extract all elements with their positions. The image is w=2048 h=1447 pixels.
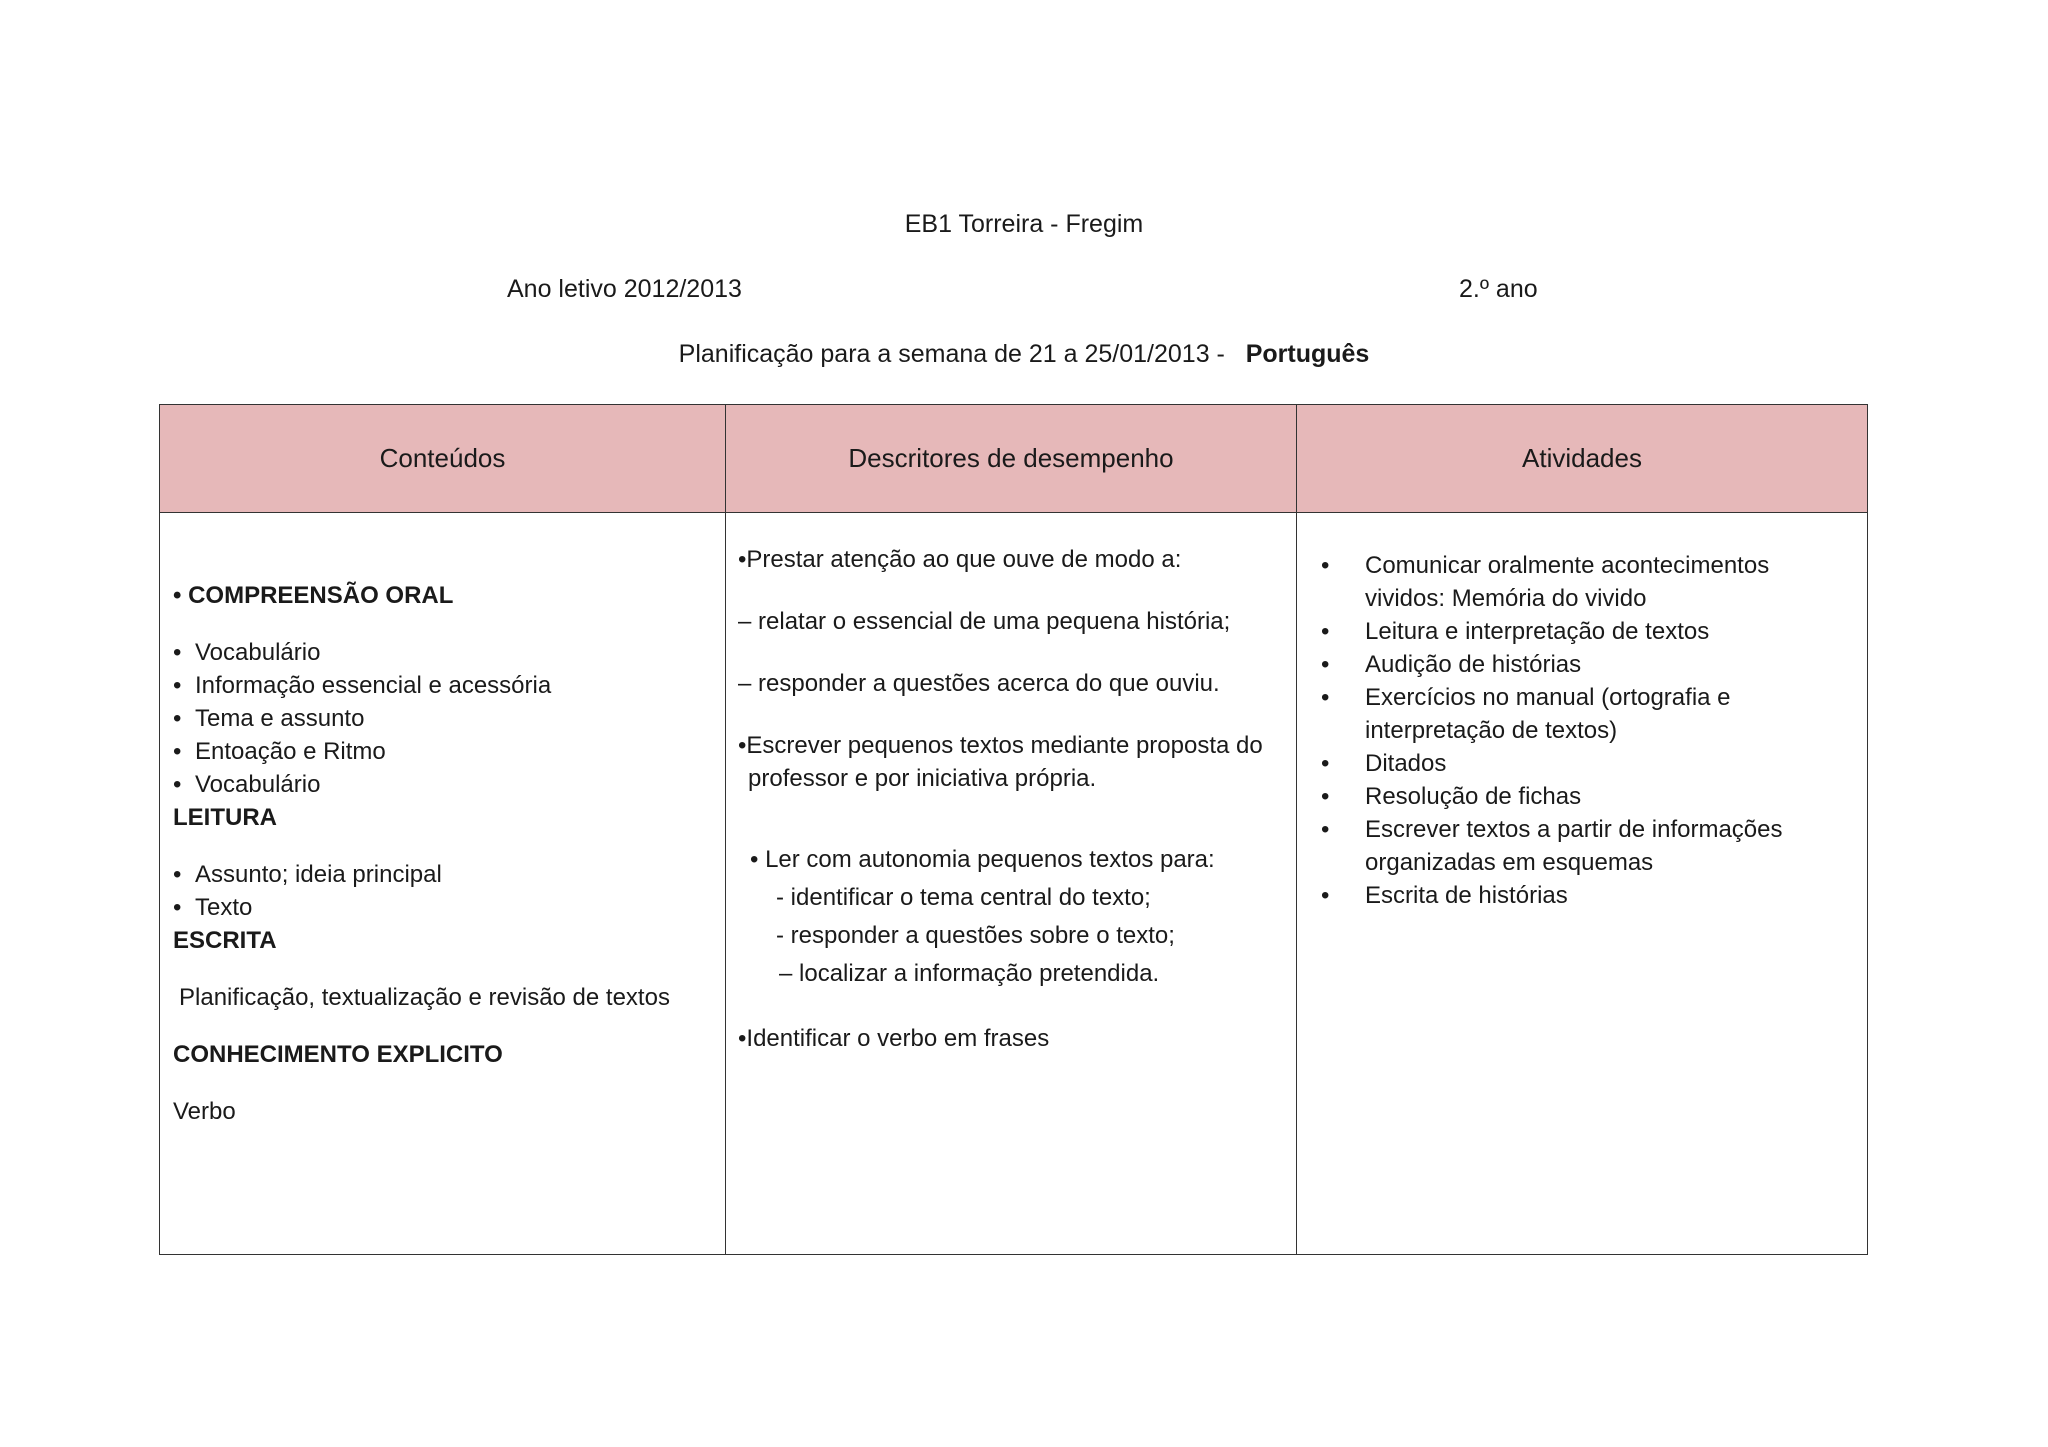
section-leitura: LEITURA (173, 804, 277, 831)
table-body-row (160, 513, 1868, 1255)
section-conhecimento-explicito: CONHECIMENTO EXPLICITO (173, 1041, 503, 1068)
descriptor-item: - identificar o tema central do texto; (776, 884, 1151, 911)
list-item: • Assunto; ideia principal (173, 858, 725, 891)
conhecimento-text: Verbo (173, 1098, 236, 1125)
list-item: • Escrever textos a partir de informações organizadas em esquemas (1297, 813, 1805, 879)
list-item: • Vocabulário (173, 636, 725, 669)
descriptor-item: – localizar a informação pretendida. (779, 960, 1160, 987)
descriptor-item: – relatar o essencial de uma pequena história; (738, 608, 1231, 635)
column-header-descritores: Descritores de desempenho (726, 405, 1297, 513)
list-item: • Escrita de histórias (1297, 879, 1805, 912)
list-item: • Tema e assunto (173, 702, 725, 735)
section-escrita: ESCRITA (173, 927, 277, 954)
descriptor-item: •Prestar atenção ao que ouve de modo a: (738, 546, 1182, 573)
list-item: • Ditados (1297, 747, 1805, 780)
descriptor-item: •Identificar o verbo em frases (738, 1025, 1050, 1052)
conteudos-cell (160, 513, 726, 1255)
school-year: Ano letivo 2012/2013 (507, 275, 742, 303)
activities-list (1297, 549, 1867, 912)
descriptor-item: •Escrever pequenos textos mediante proposta do (738, 732, 1263, 759)
escrita-text: Planificação, textualização e revisão de textos (179, 984, 670, 1011)
list-item: • Vocabulário (173, 768, 725, 801)
descritores-cell (726, 513, 1297, 1255)
list-item: • Audição de histórias (1297, 648, 1805, 681)
planning-table (159, 404, 1868, 1255)
atividades-cell (1297, 513, 1868, 1255)
section-compreensao-oral: • COMPREENSÃO ORAL (173, 582, 454, 609)
table-header-row (160, 405, 1868, 513)
school-name: EB1 Torreira - Fregim (904, 210, 1144, 238)
column-header-conteudos: Conteúdos (160, 405, 726, 513)
descriptor-item: – responder a questões acerca do que ouviu. (738, 670, 1220, 697)
list-item: • Entoação e Ritmo (173, 735, 725, 768)
subject-name: Português (1245, 340, 1370, 368)
plan-title-text: Planificação para a semana de 21 a 25/01/2013 - (678, 340, 1225, 368)
list-item: • Comunicar oralmente acontecimentos vividos: Memória do vivido (1297, 549, 1805, 615)
list-item: • Exercícios no manual (ortografia e interpretação de textos) (1297, 681, 1805, 747)
list-item: • Resolução de fichas (1297, 780, 1805, 813)
list-item: • Informação essencial e acessória (173, 669, 725, 702)
descriptor-item: • Ler com autonomia pequenos textos para: (750, 846, 1215, 873)
plan-title (0, 340, 2048, 369)
list-item: • Texto (173, 891, 725, 924)
grade-level: 2.º ano (1459, 275, 1538, 303)
descriptor-item: professor e por iniciativa própria. (748, 765, 1097, 792)
list-item: • Leitura e interpretação de textos (1297, 615, 1805, 648)
column-header-atividades: Atividades (1297, 405, 1868, 513)
descriptor-item: - responder a questões sobre o texto; (776, 922, 1175, 949)
